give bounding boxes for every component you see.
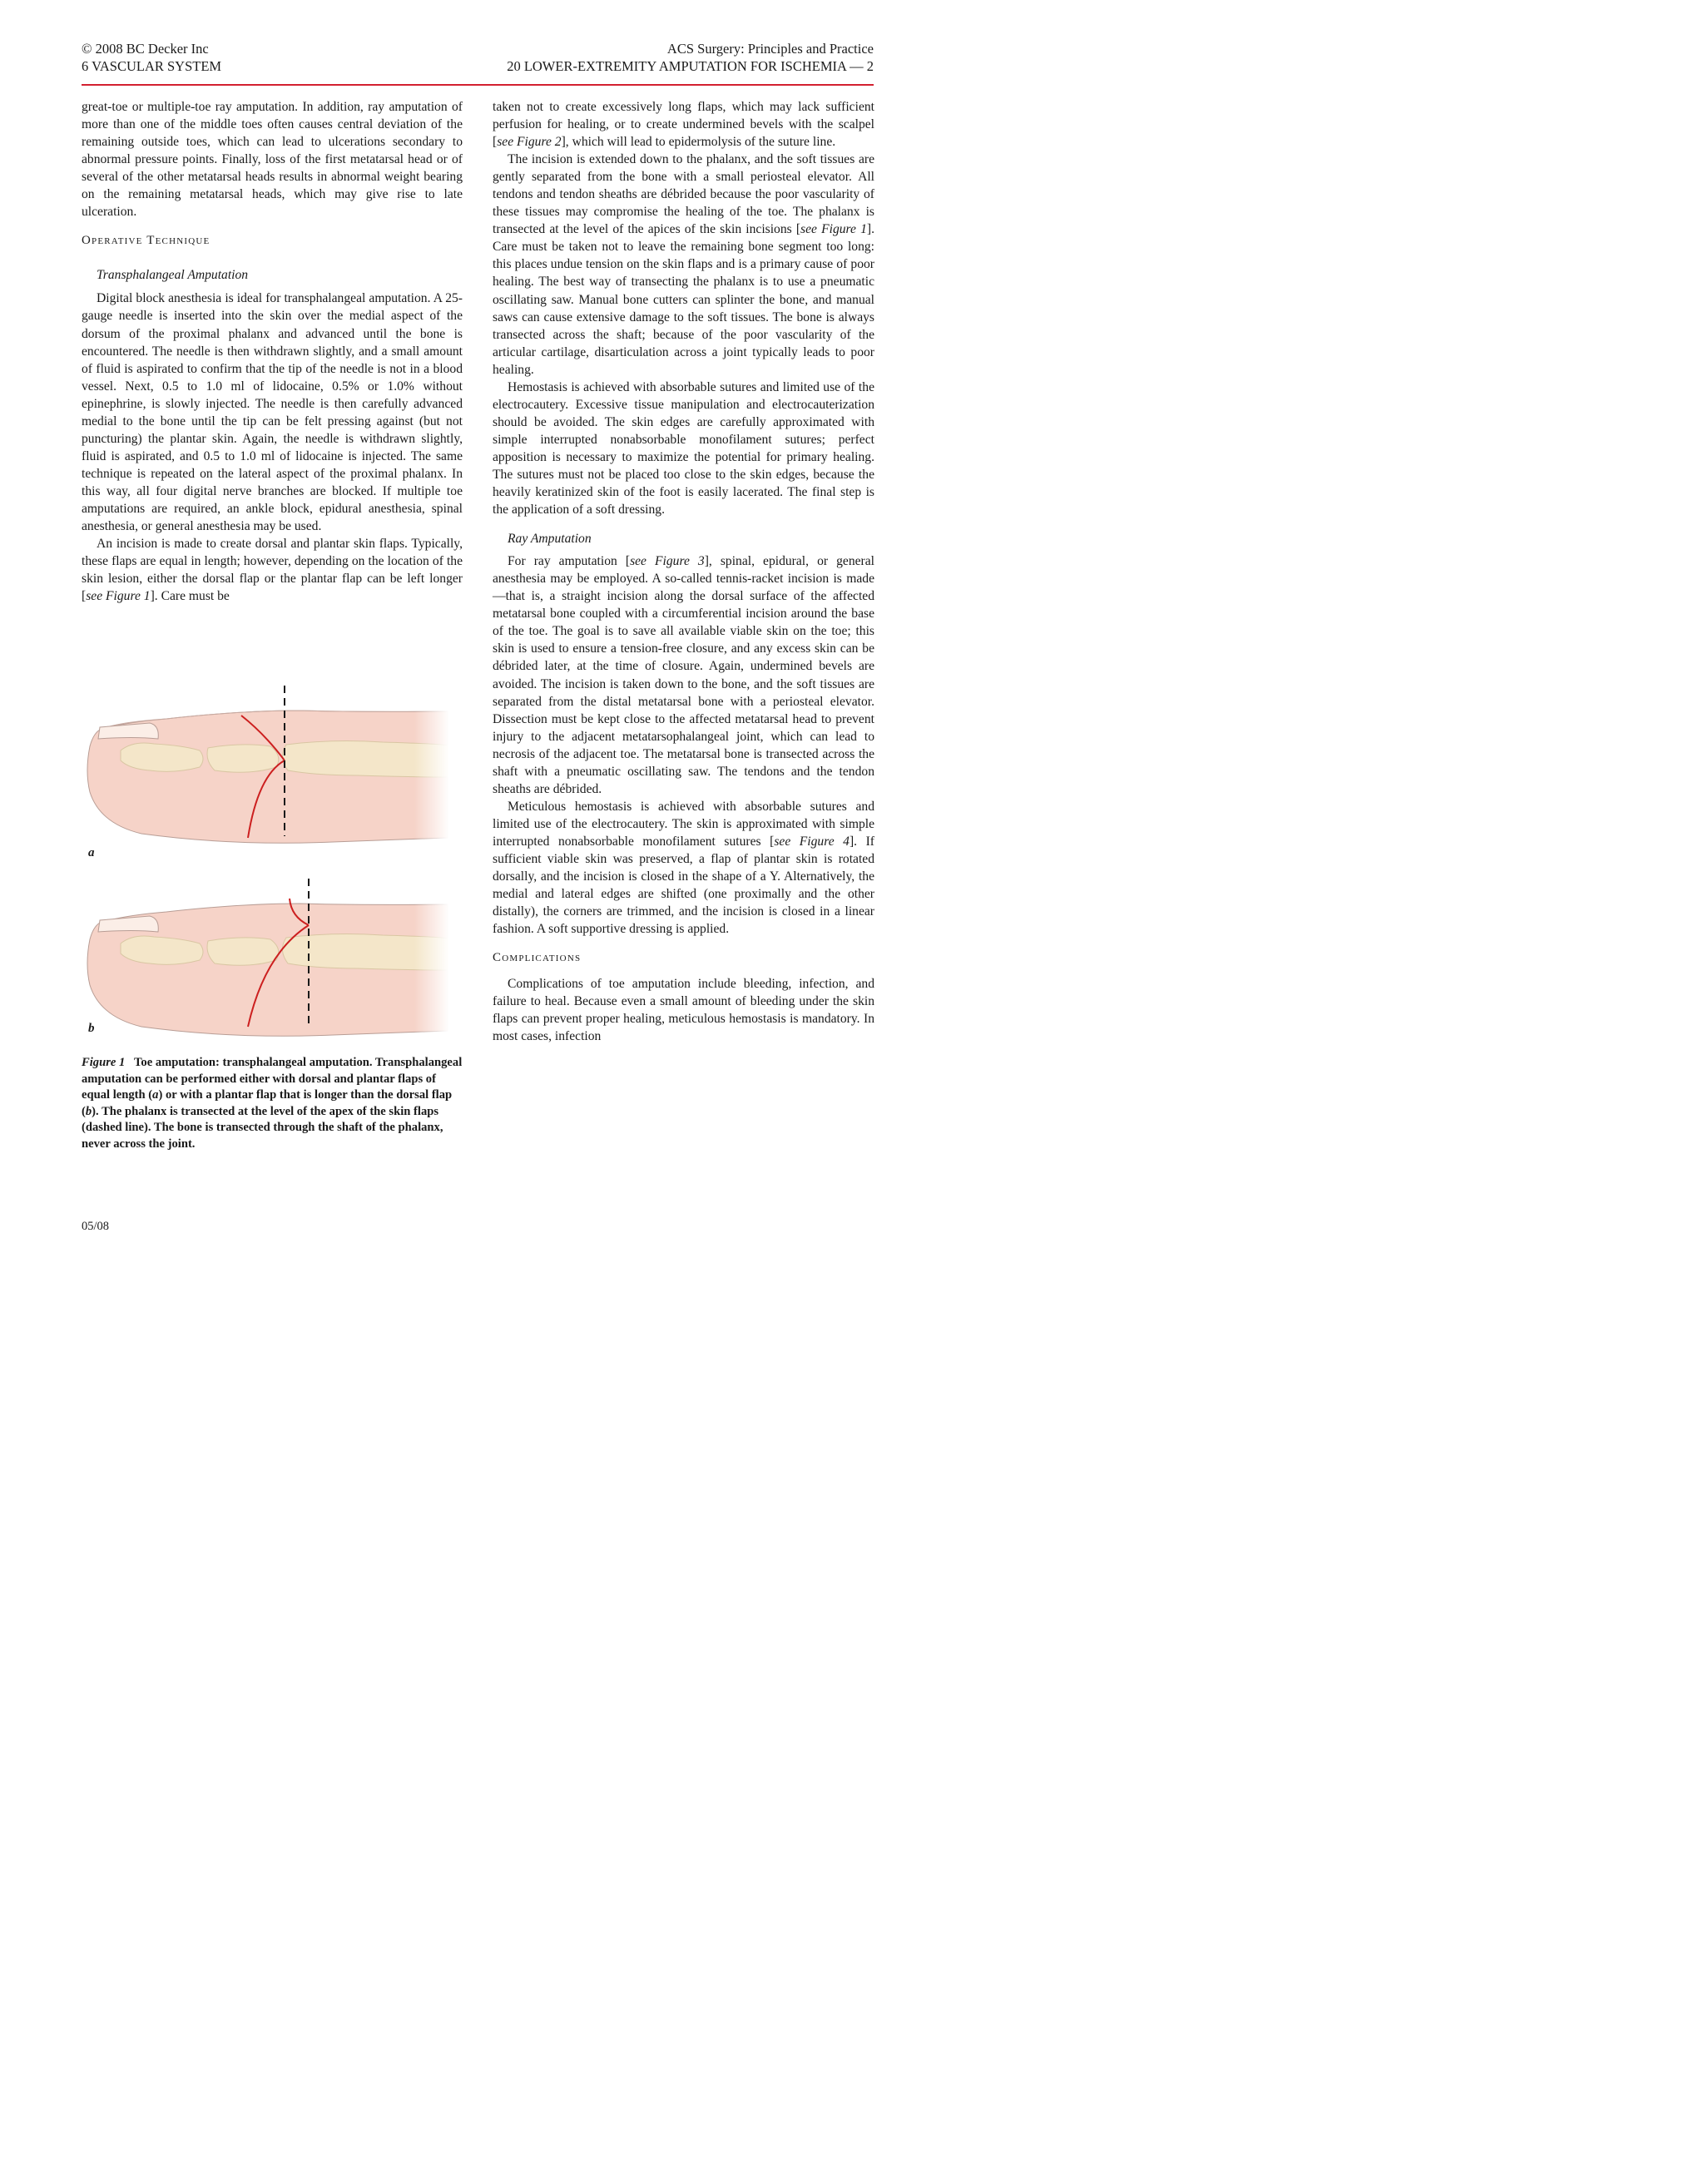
toe-amputation-illustration xyxy=(83,684,449,1042)
caption-ref-a: a xyxy=(152,1088,159,1102)
figure-reference[interactable]: see Figure 2 xyxy=(497,135,562,150)
header-rule xyxy=(82,84,874,86)
caption-text: ) or with a plantar flap that is longer than the dorsal flap ( xyxy=(82,1088,453,1118)
text-run: ]. Care must be xyxy=(150,589,230,604)
header-copyright: © 2008 BC Decker Inc xyxy=(82,41,209,57)
section-heading-operative-technique: Operative Technique xyxy=(82,234,211,248)
figure-1 xyxy=(83,684,449,1046)
caption-title: Toe amputation: transphalangeal amputation. xyxy=(134,1056,373,1069)
subheading-transphalangeal-amputation: Transphalangeal Amputation xyxy=(97,268,249,283)
paragraph: Hemostasis is achieved with absorbable sutures and limited use of the electrocautery. Excessive tissue manipulation and electrocauterization should be avoided. The skin edges are carefully approximated with simple interrupted nonabsorbable monofilament sutures; perfect apposition is necessary to maximize the potential for primary healing. The sutures must not be placed too close to the skin edges, because the heavily keratinized skin of the foot is easily lacerated. The final step is the application of a soft dressing. xyxy=(493,379,874,518)
text-run: For ray amputation [ xyxy=(508,554,631,569)
subheading-ray-amputation: Ray Amputation xyxy=(508,532,592,547)
text-run: ]. If sufficient viable skin was preserved, a flap of plantar skin is rotated dorsally, and the incision is closed in the shape of a Y. Alternatively, the medial and lateral edges are shifted (one proximally and the other distally), the corners are trimmed, and the incision is closed in a linear fashion. A soft supportive dressing is applied. xyxy=(493,834,874,937)
caption-label: Figure 1 xyxy=(82,1056,126,1069)
paragraph xyxy=(82,535,463,605)
figure-reference[interactable]: see Figure 3 xyxy=(630,554,705,569)
paragraph xyxy=(493,151,874,379)
header-section: 6 VASCULAR SYSTEM xyxy=(82,58,222,74)
panel-label-a: a xyxy=(88,846,95,859)
figure-caption xyxy=(82,1055,463,1153)
text-run: taken not to create excessively long flaps, which may lack sufficient perfusion for healing, or to create undermined bevels with the scalpel [ xyxy=(493,100,874,150)
header-book-title: ACS Surgery: Principles and Practice xyxy=(666,41,874,57)
panel-b-toe xyxy=(87,879,449,1042)
text-run: An incision is made to create dorsal and plantar skin flaps. Typically, these flaps are equal in length; however, depending on the location of the skin lesion, either the dorsal flap or the plantar flap can be left longer [ xyxy=(82,537,463,604)
figure-reference[interactable]: see Figure 1 xyxy=(86,589,151,604)
text-run: ], which will lead to epidermolysis of the suture line. xyxy=(561,135,836,150)
text-run: Meticulous hemostasis is achieved with absorbable sutures and limited use of the electrocautery. The skin is approximated with simple interrupted nonabsorbable monofilament sutures [ xyxy=(493,799,874,849)
footer-date: 05/08 xyxy=(82,1220,110,1233)
caption-text: ). The phalanx is transected at the level of the apex of the skin flaps (dashed line). The bone is transected through the shaft of the phalanx, never across the joint. xyxy=(82,1104,443,1151)
section-heading-complications: Complications xyxy=(493,951,582,965)
paragraph xyxy=(493,98,874,151)
caption-text: Transphalangeal amputation can be performed either with dorsal and plantar flaps of equal length ( xyxy=(82,1056,463,1102)
paragraph xyxy=(493,552,874,798)
text-run: The incision is extended down to the phalanx, and the soft tissues are gently separated from the bone with a small periosteal elevator. All tendons and tendon sheaths are débrided because the poor vascularity of these tissues may compromise the healing of the toe. The phalanx is transected at the level of the apices of the skin incisions [ xyxy=(493,152,874,237)
text-run: ], spinal, epidural, or general anesthesia may be employed. A so-called tennis-racket incision is made—that is, a straight incision along the dorsal surface of the affected metatarsal bone coupled with a circumferential incision around the base of the toe. The goal is to save all available viable skin on the toe; this skin is used to ensure a tension-free closure, and any excess skin can be débrided later, at the time of closure. Again, undermined bevels are avoided. The incision is taken down to the bone, and the soft tissues are separated from the distal metatarsal bone with a periosteal elevator. Dissection must be kept close to the affected metatarsal head to prevent injury to the adjacent metatarsophalangeal joint, which can lead to necrosis of the adjacent toe. The metatarsal bone is transected across the shaft with a pneumatic oscillating saw. The tendons and the tendon sheaths are débrided. xyxy=(493,554,874,796)
panel-a-toe xyxy=(87,686,449,850)
figure-reference[interactable]: see Figure 1 xyxy=(800,222,867,237)
figure-reference[interactable]: see Figure 4 xyxy=(774,834,850,849)
caption-ref-b: b xyxy=(85,1104,92,1118)
paragraph: Digital block anesthesia is ideal for transphalangeal amputation. A 25-gauge needle is inserted into the skin over the medial aspect of the dorsum of the proximal phalanx and advanced until the bone is encountered. The needle is then withdrawn slightly, and a small amount of fluid is aspirated to confirm that the tip of the needle is not in a blood vessel. Next, 0.5 to 1.0 ml of lidocaine, 0.5% or 1.0% without epinephrine, is slowly injected. The needle is then carefully advanced medial to the bone until the tip can be felt pressing against (but not puncturing) the plantar skin. Again, the needle is withdrawn slightly, fluid is aspirated, and 0.5 to 1.0 ml of lidocaine is injected. The same technique is repeated on the lateral aspect of the proximal phalanx. In this way, all four digital nerve branches are blocked. If multiple toe amputations are required, an ankle block, epidural anesthesia, spinal anesthesia, or general anesthesia may be used. xyxy=(82,291,463,534)
header-chapter-title: 20 LOWER-EXTREMITY AMPUTATION FOR ISCHEMIA — 2 xyxy=(507,58,874,74)
paragraph: great-toe or multiple-toe ray amputation. In addition, ray amputation of more than one of the middle toes often causes central deviation of the remaining outside toes, which can lead to ulcerations secondary to abnormal pressure points. Finally, loss of the first metatarsal head or of several of the other metatarsal heads results in abnormal weight bearing on the remaining metatarsal heads, which may give rise to late ulceration. xyxy=(82,100,463,220)
right-column xyxy=(493,98,874,1045)
left-column xyxy=(82,98,463,605)
panel-label-b: b xyxy=(88,1022,95,1035)
paragraph: Complications of toe amputation include bleeding, infection, and failure to heal. Because even a small amount of bleeding under the skin flaps can prevent proper healing, meticulous hemostasis is mandatory. In most cases, infection xyxy=(493,977,874,1044)
text-run: ]. Care must be taken not to leave the remaining bone segment too long: this places undue tension on the skin flaps and is a primary cause of poor healing. The best way of transecting the phalanx is to use a pneumatic oscillating saw. Manual bone cutters can splinter the bone, and manual saws can cause extensive damage to the soft tissues. The bone is always transected across the shaft; because of the poor vascularity of the articular cartilage, disarticulation across a joint typically leads to poor healing. xyxy=(493,222,874,377)
paragraph xyxy=(493,798,874,938)
